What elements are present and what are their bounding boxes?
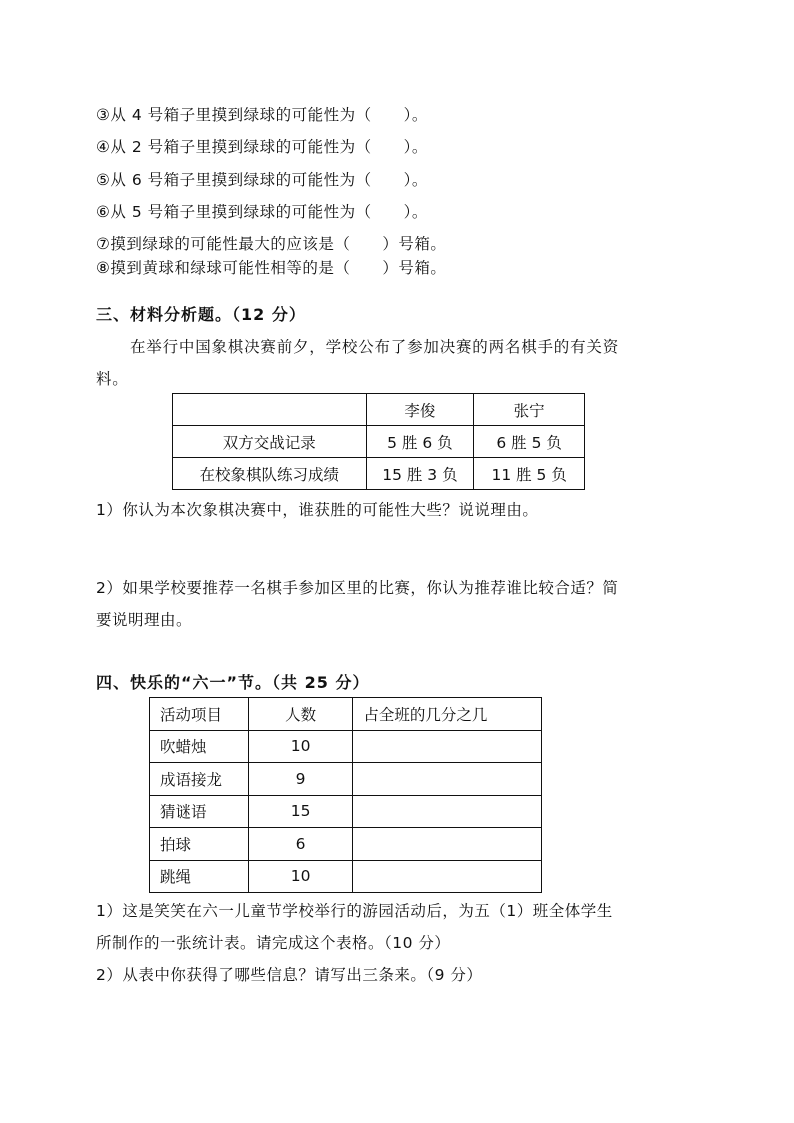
table-cell: 5 胜 6 负 [366,426,474,458]
table-cell: 吹蜡烛 [150,730,249,763]
table-row [150,763,542,796]
table-row [150,730,542,763]
activity-table [149,697,542,893]
section4-question-1-line1: 1）这是笑笑在六一儿童节学校举行的游园活动后，为五（1）班全体学生 [96,902,613,920]
table-header-fraction: 占全班的几分之几 [353,698,542,731]
table-row [173,426,585,458]
table-cell: 10 [248,860,353,893]
table-cell [173,394,367,426]
table-row [150,795,542,828]
table-header-lijun: 李俊 [366,394,474,426]
table-cell-fraction-blank[interactable] [353,860,542,893]
table-cell-fraction-blank[interactable] [353,730,542,763]
question-3: ③从 4 号箱子里摸到绿球的可能性为（ ）。 [96,106,428,124]
section3-heading: 三、材料分析题。（12 分） [96,305,306,324]
table-cell: 6 [248,828,353,861]
table-cell: 成语接龙 [150,763,249,796]
question-5: ⑤从 6 号箱子里摸到绿球的可能性为（ ）。 [96,171,428,189]
table-header-row [173,394,585,426]
materials-table [172,393,585,490]
section4-question-1-line2: 所制作的一张统计表。请完成这个表格。（10 分） [96,934,451,952]
table-cell-fraction-blank[interactable] [353,763,542,796]
table-header-row [150,698,542,731]
question-6: ⑥从 5 号箱子里摸到绿球的可能性为（ ）。 [96,203,428,221]
table-cell: 15 胜 3 负 [366,458,474,490]
table-cell: 猜谜语 [150,795,249,828]
question-4: ④从 2 号箱子里摸到绿球的可能性为（ ）。 [96,138,428,156]
section3-intro-line2: 料。 [96,370,129,388]
section4-question-2: 2）从表中你获得了哪些信息？请写出三条来。（9 分） [96,966,483,984]
section3-question-2-line1: 2）如果学校要推荐一名棋手参加区里的比赛，你认为推荐谁比较合适？简 [96,579,619,597]
table-row [150,860,542,893]
table-cell: 在校象棋队练习成绩 [173,458,367,490]
section3-intro-line1: 在举行中国象棋决赛前夕，学校公布了参加决赛的两名棋手的有关资 [130,338,620,356]
table-header-activity: 活动项目 [150,698,249,731]
table-cell: 9 [248,763,353,796]
table-cell: 双方交战记录 [173,426,367,458]
table-cell: 10 [248,730,353,763]
table-row [173,458,585,490]
table-cell: 6 胜 5 负 [474,426,585,458]
table-header-count: 人数 [248,698,353,731]
table-cell: 拍球 [150,828,249,861]
table-row [150,828,542,861]
section3-question-2-line2: 要说明理由。 [96,611,193,629]
table-header-zhangning: 张宁 [474,394,585,426]
table-cell: 11 胜 5 负 [474,458,585,490]
table-cell: 跳绳 [150,860,249,893]
table-cell-fraction-blank[interactable] [353,795,542,828]
section4-heading: 四、快乐的“六一”节。（共 25 分） [96,673,370,692]
table-cell-fraction-blank[interactable] [353,828,542,861]
question-7: ⑦摸到绿球的可能性最大的应该是（ ）号箱。 [96,235,447,253]
question-8: ⑧摸到黄球和绿球可能性相等的是（ ）号箱。 [96,259,447,277]
table-cell: 15 [248,795,353,828]
section3-question-1: 1）你认为本次象棋决赛中，谁获胜的可能性大些？说说理由。 [96,501,539,519]
